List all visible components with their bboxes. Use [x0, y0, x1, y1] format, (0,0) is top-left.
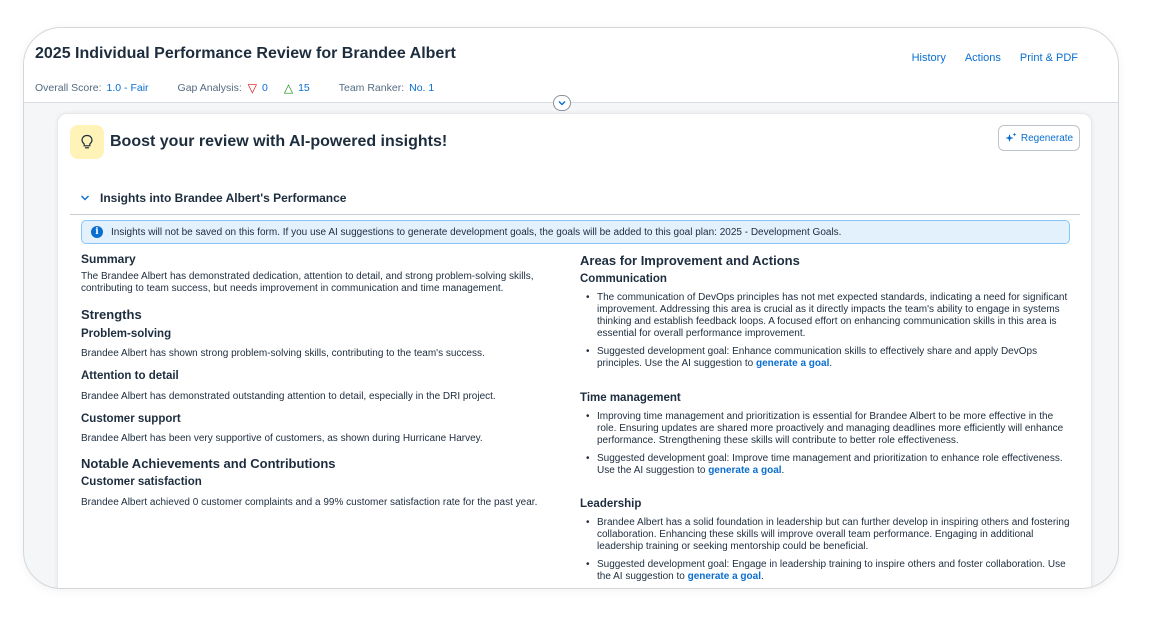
app-window [23, 27, 1119, 589]
chevron-down-icon [558, 100, 566, 106]
achievements-heading: Notable Achievements and Contributions [81, 456, 336, 471]
info-message-strip [81, 220, 1070, 244]
gap-analysis-label: Gap Analysis: [177, 82, 242, 94]
strength-text: Brandee Albert has shown strong problem-solving skills, contributing to the team's success. [81, 348, 485, 359]
insights-section-title: Insights into Brandee Albert's Performance [100, 191, 347, 205]
gap-up-value[interactable]: 15 [298, 82, 310, 94]
goal-period: . [781, 465, 785, 476]
area-bullets [580, 517, 1070, 589]
strength-text: Brandee Albert has demonstrated outstanding attention to detail, especially in the DRI project. [81, 391, 496, 402]
page-title: 2025 Individual Performance Review for Brandee Albert [35, 45, 456, 62]
achievement-text: Brandee Albert achieved 0 customer complaints and a 99% customer satisfaction rate for the past year. [81, 497, 538, 508]
lightbulb-icon [70, 125, 104, 159]
history-link[interactable]: History [911, 52, 946, 64]
achievement-title: Customer satisfaction [81, 476, 202, 488]
list-item [580, 559, 1070, 583]
print-pdf-link[interactable]: Print & PDF [1019, 52, 1078, 64]
goal-text: Suggested development goal: Enhance communication skills to effectively share and apply DevOps principles. Use the AI suggestion to [597, 346, 1038, 369]
generate-goal-link[interactable]: generate a goal [708, 465, 782, 476]
actions-link[interactable]: Actions [964, 52, 1001, 64]
area-title: Leadership [580, 498, 642, 510]
strength-title: Customer support [81, 413, 181, 425]
card-title: Boost your review with AI-powered insights! [110, 133, 448, 150]
goal-period: . [829, 358, 833, 369]
goal-text: Suggested development goal: Engage in leadership training to inspire others and foster collaboration. Use the AI suggestion to [597, 559, 1066, 582]
ai-insights-card [57, 113, 1092, 589]
area-title: Time management [580, 392, 681, 404]
sparkle-icon [1005, 132, 1017, 144]
area-title: Communication [580, 273, 667, 285]
area-bullets [580, 292, 1070, 376]
strength-title: Attention to detail [81, 370, 179, 382]
strength-title: Problem-solving [81, 328, 172, 340]
team-ranker [339, 82, 434, 94]
regenerate-label: Regenerate [1020, 132, 1074, 144]
kpi-bar [35, 81, 463, 95]
team-ranker-label: Team Ranker: [338, 82, 405, 94]
generate-goal-link[interactable]: generate a goal [687, 571, 761, 582]
area-bullets [580, 411, 1070, 483]
regenerate-button[interactable] [998, 125, 1080, 151]
goal-period: . [760, 571, 764, 582]
list-item [580, 346, 1070, 370]
header-actions [912, 52, 1078, 64]
list-item [580, 453, 1070, 477]
generate-goal-link[interactable]: generate a goal [755, 358, 830, 369]
list-item: • Brandee Albert has a solid foundation in leadership but can further develop in inspiring others and fostering collaboration. Enhancing these skills will improve overall team performance. Engaging in additional leadership training or seeking mentorship could be beneficial. [580, 517, 1070, 553]
gap-down-value[interactable]: 0 [261, 82, 268, 94]
list-item: • The communication of DevOps principles has not met expected standards, indicating a need for significant improvement. Addressing this area is crucial as it directly impacts the team's ability to engage in systems thinking and establish feedback loops. A focused effort on enhancing communication skills in this area is essential for overall performance improvement. [580, 292, 1070, 340]
divider [70, 214, 1080, 215]
strength-text: Brandee Albert has been very supportive of customers, as shown during Hurricane Harvey. [81, 433, 483, 444]
info-message-text: Insights will not be saved on this form. If you use AI suggestions to generate development goals, the goals will be added to this goal plan: 2025 - Development Goals. [111, 226, 842, 238]
overall-score [35, 82, 149, 94]
info-icon: i [91, 226, 103, 238]
summary-heading: Summary [81, 252, 136, 266]
list-item: • Improving time management and prioritization is essential for Brandee Albert to be more effective in the role. Ensuring updates are shared more proactively and managing deadlines more efficiently will enhance performance. Strengthening these skills will contribute to better role effectiveness. [580, 411, 1070, 447]
overall-score-label: Overall Score: [35, 82, 102, 94]
strengths-heading: Strengths [81, 307, 142, 322]
collapse-header-button[interactable] [553, 95, 571, 111]
team-ranker-value[interactable]: No. 1 [409, 82, 435, 94]
improvement-heading: Areas for Improvement and Actions [580, 253, 800, 268]
triangle-down-icon: ▽ [247, 81, 257, 95]
goal-text: Suggested development goal: Improve time management and prioritization to enhance role effectiveness. Use the AI suggestion to [597, 453, 1063, 476]
page-header [24, 28, 1118, 103]
overall-score-value[interactable]: 1.0 - Fair [106, 82, 149, 94]
chevron-down-icon [80, 194, 90, 202]
gap-analysis [178, 81, 310, 95]
triangle-up-icon: △ [283, 81, 294, 95]
insights-section-toggle[interactable] [80, 191, 346, 205]
summary-text: The Brandee Albert has demonstrated dedication, attention to detail, and strong problem-solving skills, contributing to team success, but needs improvement in communication and time management. [81, 271, 534, 294]
